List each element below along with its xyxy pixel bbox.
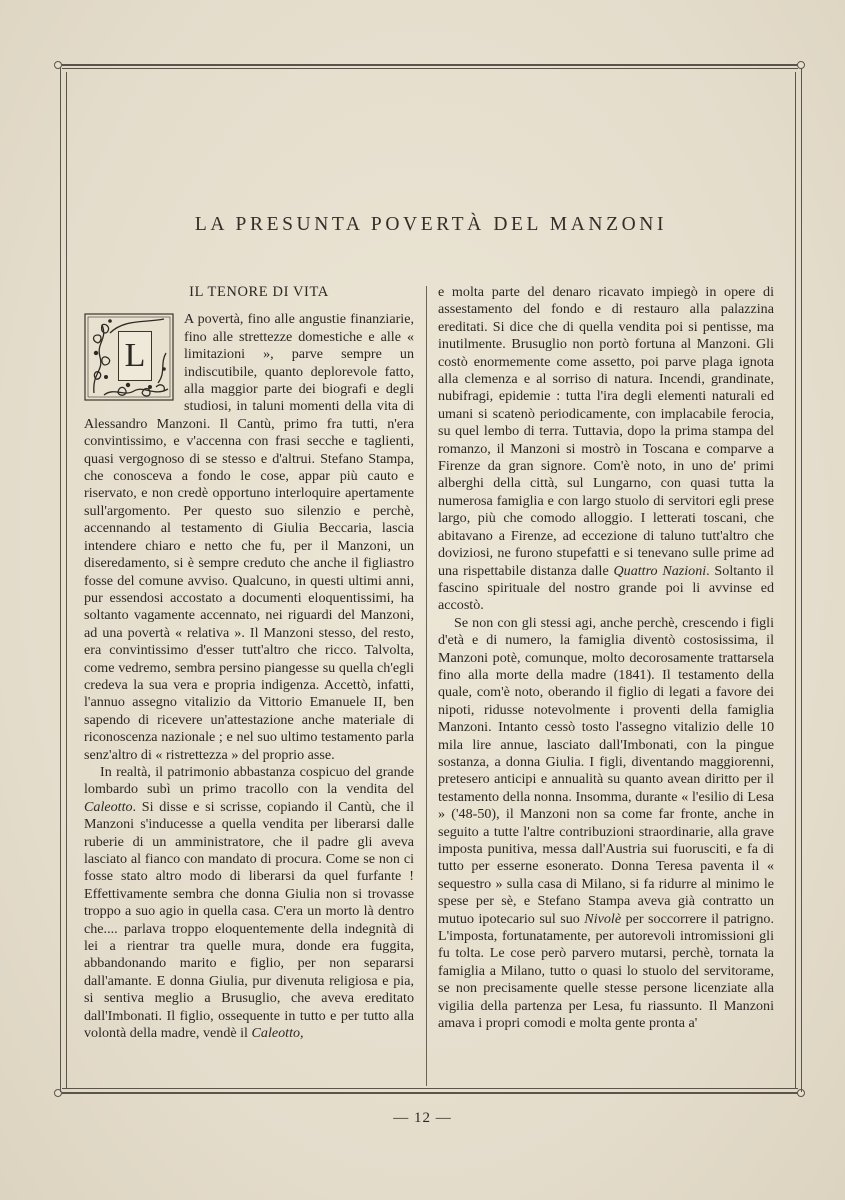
quattro-nazioni-italic: Quattro Nazioni xyxy=(613,562,707,579)
ornamental-dropcap xyxy=(84,313,174,401)
right-paragraph-1-text-a: e molta parte del denaro ricavato impiegò in opere di assestamento del fondo e di restauro alla palazzina ereditati. Si dice che di quella vendita poi si pentisse, ma inutilmente. Brusuglio non portò fortuna al Manzoni. Gli costò enormemente come assetto, poi parve plaga ignota alla clemenza e al sorriso di natura. Incendi, grandinate, nubifragi, epidemie : tutta l'ira degli elementi naturali ed umani si scatenò periodicamente, con implacabile ferocia, su quel lembo di terra. Tuttavia, dopo la prima stampa del romanzo, il Manzoni si mostrò in Toscana e comparve a Firenze da gran signore. Com'è noto, in uno de' primi alberghi della città, sul Lungarno, con quasi tutta la numerosa famiglia e con largo stuolo di servitori egli prese largo, più che comodo alloggio. I letterati toscani, che abitavano a Firenze, ad eccezione di taluno tutt'altro che doviziosi, ne furono stupefatti e si tenevano sulle prime ad una rispettabile distanza dalle xyxy=(438,284,774,579)
right-paragraph-1-text-b: . Soltanto il fascino spirituale del nostro grande poi li avvinse ed accostò. xyxy=(438,562,774,614)
left-paragraph-2 xyxy=(84,764,414,1043)
nivole-italic: Nivolè xyxy=(584,910,622,927)
right-column xyxy=(438,284,774,1032)
left-paragraph-2-text-a: In realtà, il patrimonio abbastanza cospicuo del grande lombardo subì un primo tracollo con la vendita del xyxy=(84,763,414,798)
caleotto-italic-2: Caleotto, xyxy=(251,1025,304,1042)
caleotto-italic: Caleotto xyxy=(84,798,133,815)
left-column xyxy=(84,284,414,1042)
article-title: LA PRESUNTA POVERTÀ DEL MANZONI xyxy=(194,214,668,235)
top-rule xyxy=(62,64,798,66)
left-paragraph-2-text-b: . Si disse e si scrisse, copiando il Cantù, che il Manzoni s'inducesse a quella vendita per liberarsi dalle ruberie di un amministratore, che il padre gli aveva lasciato al fianco con mandato di procura. Come se non ci fosse stato altro modo di liberarsi da quel furfante ! Effettivamente sembra che donna Giulia non si trovasse troppo a suo agio in quella casa. C'era un morto là dentro che.... parlava troppo eloquentemente della indegnità di lei a rientrar tra quelle mura, donde era fuggita, abbandonando marito e figlio, per non separarsi dall'amante. E donna Giulia, pur divenuta religiosa e pia, si sentiva meglio a Brusuglio, che aveva ereditato dall'Imbonati. Il figlio, ossequente in tutto e per tutto alla volontà della madre, vendè il xyxy=(84,798,414,1042)
column-divider xyxy=(426,286,427,1086)
right-paragraph-2-text-b: per soccorrere il patrigno. L'imposta, fortunatamente, per autorevoli intromissioni gli fu tolta. Le cose però parvero mutarsi, perchè, tornata la famiglia a Milano, tutto o quasi lo stuolo del servitorame, se non precisamente quelle stesse persone licenziate alla vigilia della partenza per Lesa, fu riassunto. Il Manzoni amava i propri comodi e molta gente pronta a' xyxy=(438,910,774,1032)
left-paragraph-1-text: A povertà, fino alle angustie finanziarie, fino alle strettezze domestiche e alle « limitazioni », parve sempre un indiscutibile, quanto deplorevole fatto, alla maggior parte dei biografi e degli studiosi, in taluni momenti della vita di Alessandro Manzoni. Il Cantù, primo fra tutti, n'era convintissimo, e v'accenna con frasi secche e taglienti, quasi vergognoso di se stesso e d'altrui. Stefano Stampa, che conosceva a fondo le cose, appar più cauto e riservato, e non credè opportuno interloquire apertamente sull'argomento. Per questo suo silenzio e perchè, accennando al testamento di Giulia Beccaria, lascia intendere chiaro e netto che fu, per il Manzoni, un diseredamento, si è sempre creduto che anche il figliastro fosse del comune avviso. Qualcuno, in questi ultimi anni, pur essendosi accostato a documenti eloquentissimi, ha soltanto vagamente accennato, nei riguardi del Manzoni, ad una povertà « relativa ». Il Manzoni stesso, del resto, era convintissimo d'esser tutt'altro che ricco. Talvolta, come vedremo, sembra persino piangesse su quella ch'egli credeva la sua vera e propria indigenza. Accettò, infatti, l'annuo assegno vitalizio da Vittorio Emanuele II, ben sapendo di ricevere un'attestazione anche materiale di riconoscenza nazionale ; e nel suo ultimo testamento parla senz'altro di « ristrettezza » del proprio asse. xyxy=(84,311,414,763)
right-paragraph-1 xyxy=(438,284,774,615)
dropcap-letter: L xyxy=(118,331,152,381)
section-heading: IL TENORE DI VITA xyxy=(189,284,329,300)
bottom-rule xyxy=(62,1092,798,1094)
right-paragraph-2 xyxy=(438,615,774,1033)
page-number: — 12 — xyxy=(393,1110,452,1126)
left-paragraph-1 xyxy=(84,311,414,764)
right-paragraph-2-text-a: Se non con gli stessi agi, anche perchè, crescendo i figli d'età e di numero, la famiglia diventò costosissima, il Manzoni potè, comunque, molto decorosamente trattarsela fino alla morte della madre (1841). Il testamento della quale, com'è noto, oberando il figlio di legati a favore dei nipoti, ridusse notevolmente i proventi della famiglia Manzoni. Intanto cessò tosto l'assegno vitalizio delle 10 mila lire annue, lasciato dall'Imbonati, con la pingue sostanza, a donna Giulia. I figli, diventando maggiorenni, pretesero anticipi e annualità su quanto avean diritto per il testamento della nonna. Insomma, durante « l'esilio di Lesa » ('48-50), il Manzoni non sa come far fronte, anche in seguito a tutte l'altre contribuzioni straordinarie, alla grave imposta punitiva, messa dall'Austria sui fuorusciti, e fa di tutto per esserne esonerato. Donna Teresa paventa il « sequestro » sulla casa di Milano, si fa ridurre al minimo le spese per sè, e Stefano Stampa aveva già contratto un mutuo ipotecario sul suo xyxy=(438,614,774,927)
